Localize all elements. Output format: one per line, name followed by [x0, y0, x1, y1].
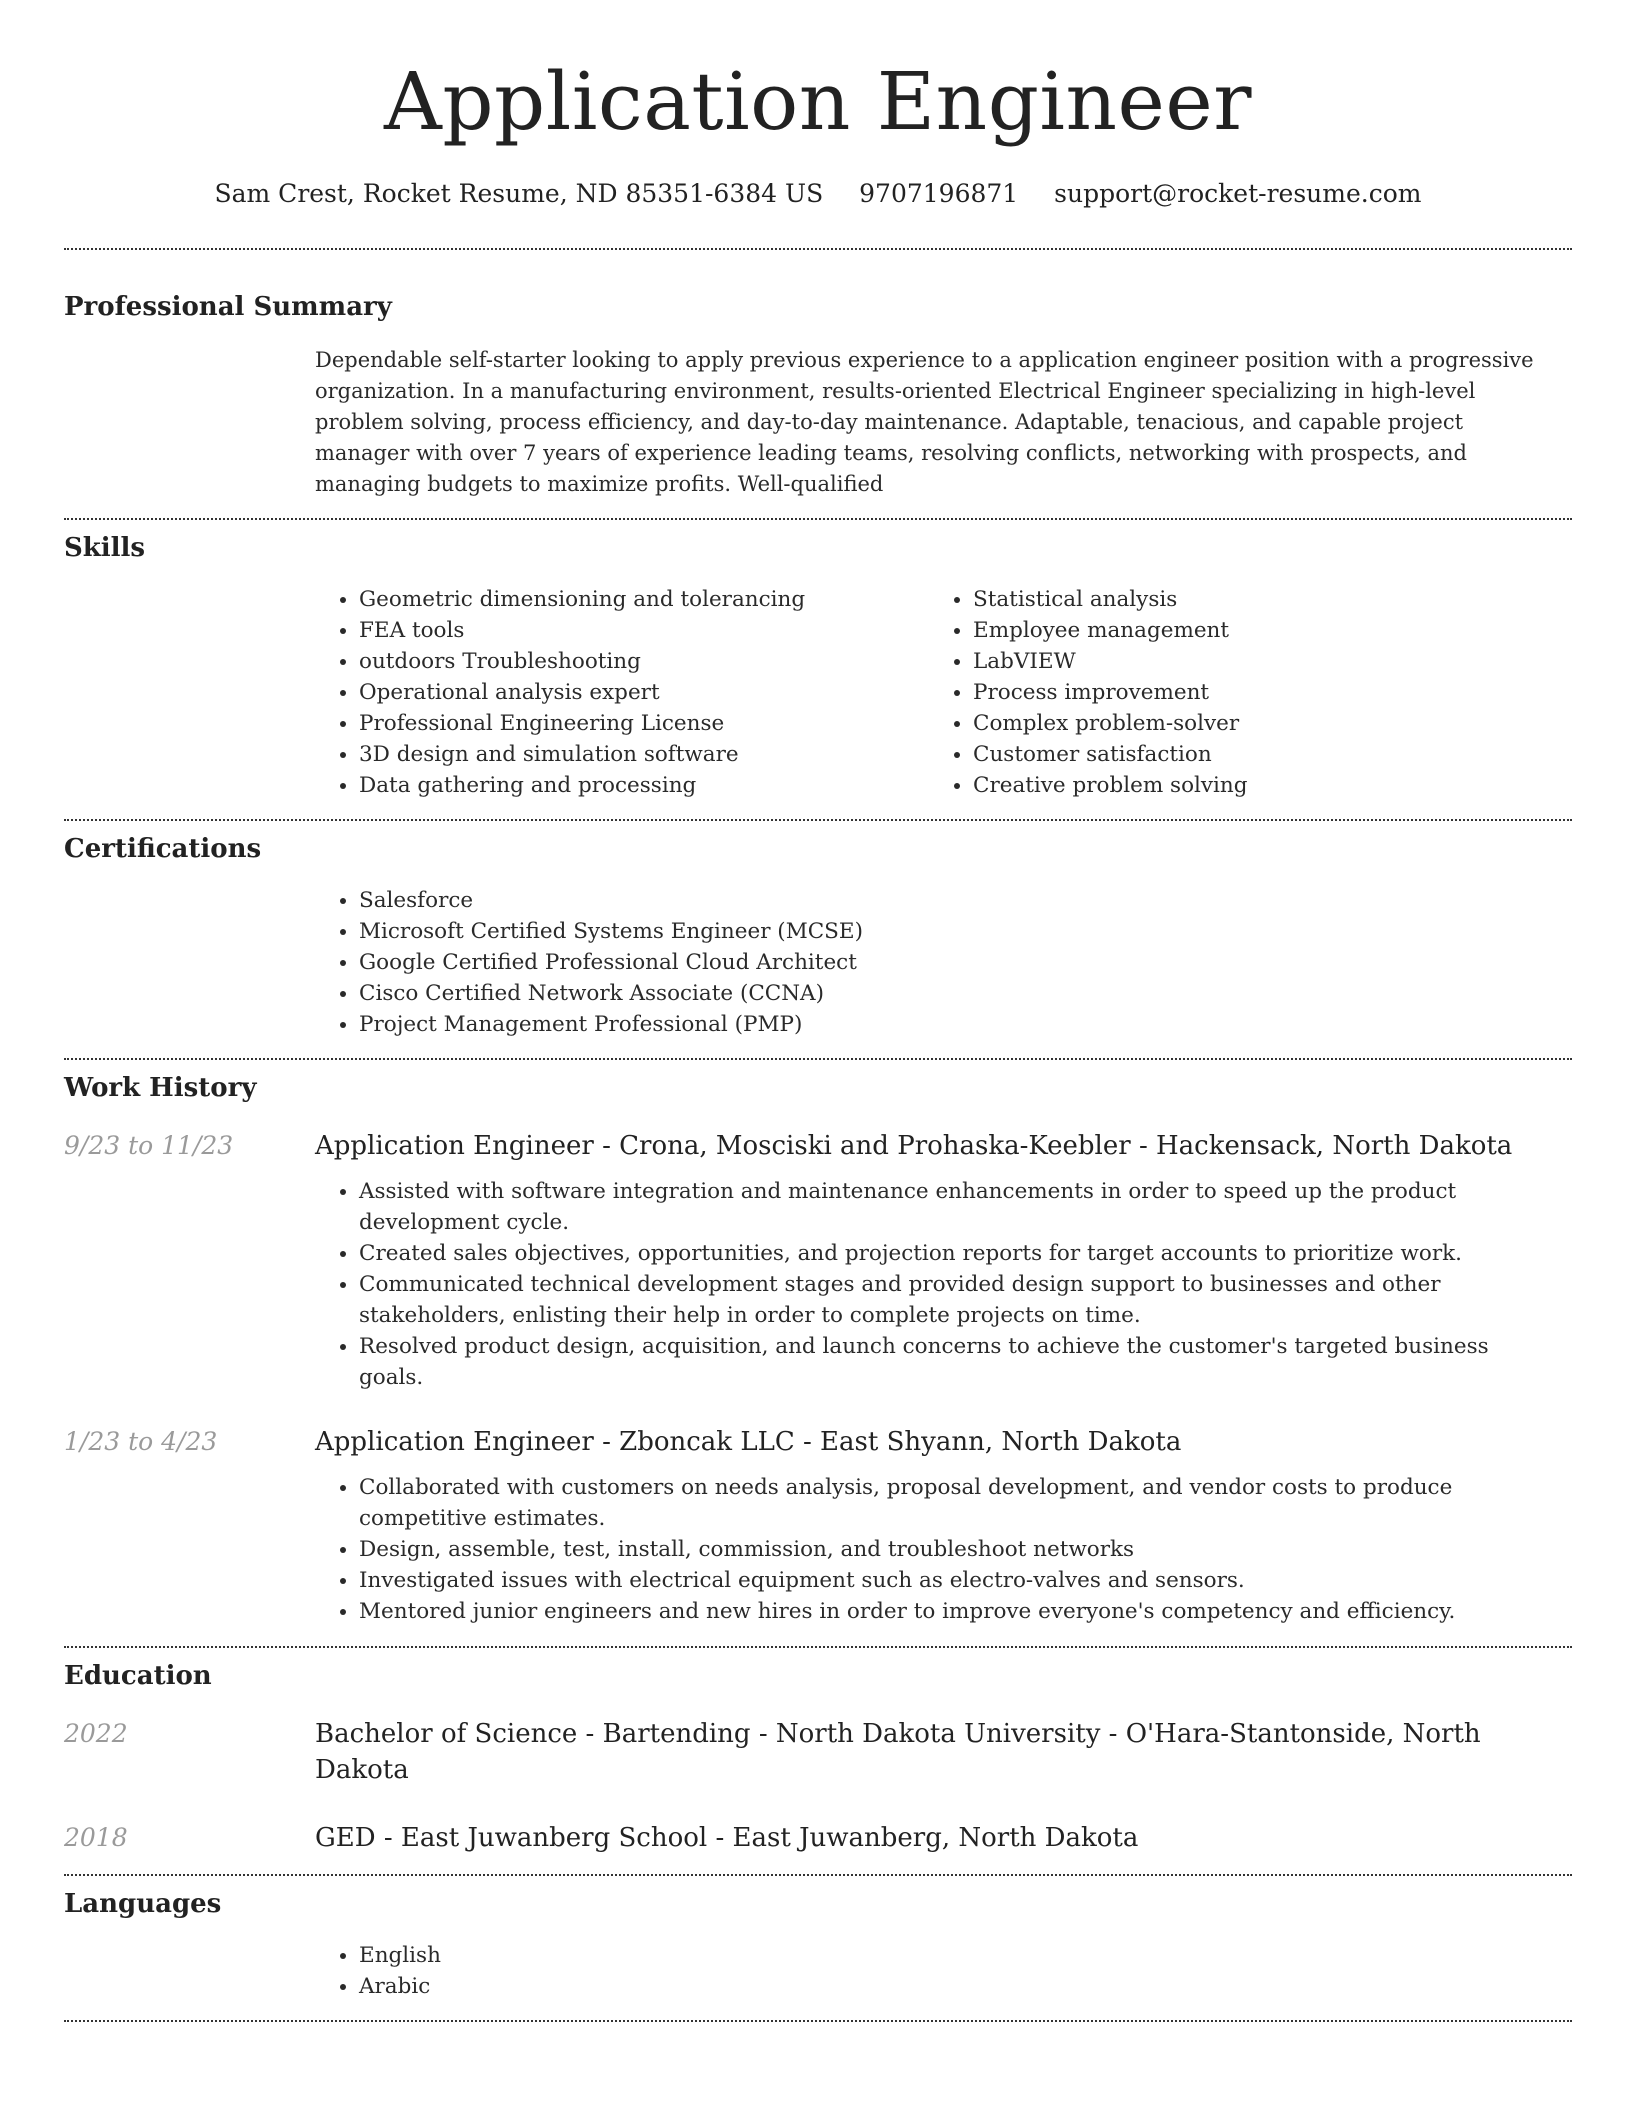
certifications-section — [64, 831, 1572, 1040]
contact-email: support@rocket-resume.com — [1054, 179, 1422, 208]
summary-heading: Professional Summary — [64, 292, 392, 322]
list-item: • Creative problem solving — [973, 770, 1543, 801]
job-dates: 9/23 to 11/23 — [64, 1131, 234, 1160]
work-heading: Work History — [64, 1073, 257, 1103]
divider — [64, 248, 1572, 250]
list-item: • Collaborated with customers on needs analysis, proposal development, and vendor costs to produce competitive estimates. — [359, 1472, 1543, 1534]
job-body — [315, 1424, 1543, 1627]
job-bullets — [315, 1472, 1543, 1627]
divider — [64, 518, 1572, 520]
list-item: • Investigated issues with electrical equipment such as electro-valves and sensors. — [359, 1565, 1543, 1596]
job-entry — [64, 1424, 1572, 1627]
divider — [64, 1058, 1572, 1060]
divider — [64, 1646, 1572, 1648]
list-item: • Process improvement — [973, 677, 1543, 708]
list-item: • Google Certified Professional Cloud Architect — [359, 947, 1543, 978]
list-item: • Project Management Professional (PMP) — [359, 1009, 1543, 1040]
job-title: Application Engineer - Crona, Mosciski and Prohaska-Keebler - Hackensack, North Dakota — [315, 1131, 1513, 1161]
list-item: • Design, assemble, test, install, commission, and troubleshoot networks — [359, 1534, 1543, 1565]
education-entry — [64, 1820, 1572, 1856]
list-item: • Statistical analysis — [973, 584, 1543, 615]
summary-text: Dependable self-starter looking to apply previous experience to a application engineer position with a progressive organization. In a manufacturing environment, results-oriented Electrical Engineer specializing in high-level problem solving, process efficiency, and day-to-day maintenance. Adaptable, tenacious, and capable project manager with over 7 years of experience leading teams, resolving conflicts, networking with prospects, and managing budgets to maximize profits. Well-qualified — [315, 348, 1534, 496]
languages-list — [315, 1940, 1543, 2002]
education-entry — [64, 1716, 1572, 1788]
resume-page — [64, 0, 1572, 2022]
list-item: • Arabic — [359, 1971, 1543, 2002]
skills-heading: Skills — [64, 533, 146, 563]
skills-section — [64, 530, 1572, 801]
summary-content — [315, 345, 1543, 500]
list-item: • 3D design and simulation software — [359, 739, 929, 770]
list-item: • Operational analysis expert — [359, 677, 929, 708]
certifications-content — [315, 885, 1543, 1040]
skills-list-right — [929, 584, 1543, 801]
list-item: • Created sales objectives, opportunities, and projection reports for target accounts to prioritize work. — [359, 1238, 1543, 1269]
certifications-heading: Certifications — [64, 834, 262, 864]
education-section — [64, 1658, 1572, 1856]
list-item: • Geometric dimensioning and tolerancing — [359, 584, 929, 615]
skills-content — [315, 584, 1543, 801]
contact-address: Sam Crest, Rocket Resume, ND 85351-6384 US — [214, 179, 824, 208]
list-item: • Cisco Certified Network Associate (CCNA) — [359, 978, 1543, 1009]
list-item: • Customer satisfaction — [973, 739, 1543, 770]
list-item: • FEA tools — [359, 615, 929, 646]
list-item: • Data gathering and processing — [359, 770, 929, 801]
education-detail: GED - East Juwanberg School - East Juwanberg, North Dakota — [315, 1823, 1139, 1853]
list-item: • LabVIEW — [973, 646, 1543, 677]
list-item: • Assisted with software integration and maintenance enhancements in order to speed up the product development cycle. — [359, 1176, 1543, 1238]
list-item: • Mentored junior engineers and new hires in order to improve everyone's competency and efficiency. — [359, 1596, 1543, 1627]
job-body — [315, 1128, 1543, 1393]
skills-list-left — [315, 584, 929, 801]
languages-content — [315, 1940, 1543, 2002]
divider — [64, 1874, 1572, 1876]
languages-heading: Languages — [64, 1889, 222, 1919]
languages-section — [64, 1886, 1572, 2002]
education-year: 2018 — [64, 1823, 128, 1852]
job-dates: 1/23 to 4/23 — [64, 1427, 218, 1456]
list-item: • Complex problem-solver — [973, 708, 1543, 739]
divider — [64, 2020, 1572, 2022]
list-item: • Resolved product design, acquisition, and launch concerns to achieve the customer's targeted business goals. — [359, 1331, 1543, 1393]
education-detail: Bachelor of Science - Bartending - North Dakota University - O'Hara-Stantonside, North Dakota — [315, 1719, 1481, 1785]
list-item: • Communicated technical development stages and provided design support to businesses and other stakeholders, enlisting their help in order to complete projects on time. — [359, 1269, 1543, 1331]
list-item: • Microsoft Certified Systems Engineer (MCSE) — [359, 916, 1543, 947]
job-entry — [64, 1128, 1572, 1393]
summary-section — [64, 289, 1572, 500]
education-heading: Education — [64, 1661, 212, 1691]
work-section — [64, 1070, 1572, 1627]
contact-line — [64, 176, 1572, 212]
divider — [64, 819, 1572, 821]
contact-phone: 9707196871 — [859, 179, 1019, 208]
job-title: Application Engineer - Zboncak LLC - East Shyann, North Dakota — [315, 1427, 1182, 1457]
job-bullets — [315, 1176, 1543, 1393]
list-item: • Professional Engineering License — [359, 708, 929, 739]
certifications-list — [315, 885, 1543, 1040]
resume-title: Application Engineer — [384, 55, 1252, 148]
list-item: • outdoors Troubleshooting — [359, 646, 929, 677]
education-year: 2022 — [64, 1719, 128, 1748]
list-item: • Employee management — [973, 615, 1543, 646]
list-item: • English — [359, 1940, 1543, 1971]
list-item: • Salesforce — [359, 885, 1543, 916]
